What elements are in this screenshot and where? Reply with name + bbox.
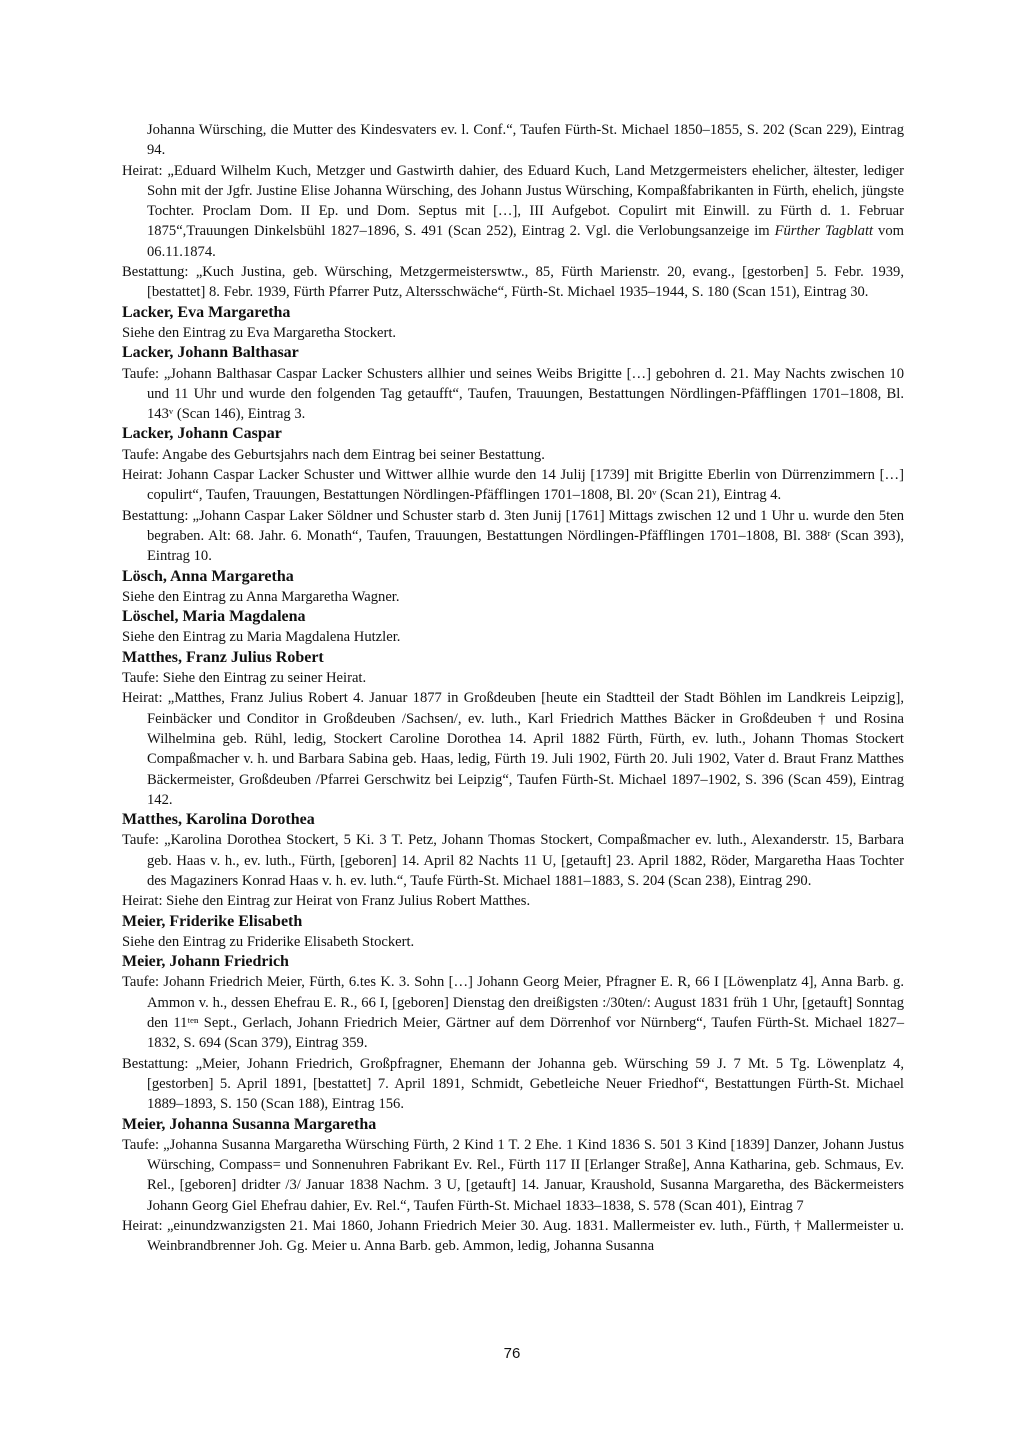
entry-line: Siehe den Eintrag zu Eva Margaretha Stockert. — [122, 324, 397, 341]
entry-heading: Meier, Friderike Elisabeth — [122, 912, 303, 930]
entry-heading: Matthes, Karolina Dorothea — [122, 811, 315, 829]
entry-heading: Lacker, Eva Margaretha — [122, 303, 291, 321]
entry-paragraph: Bestattung: „Meier, Johann Friedrich, Großpfragner, Ehemann der Johanna geb. Würsching 59 J. 7 Mt. 5 Tg. Löwenplatz 4, [gestorben] 5. April 1891, [bestattet] 7. April 1891, Schmidt, Gebetleiche Neuer Friedhof“, Bestattungen Fürth-St. Michael 1889–1893, S. 150 (Scan 188), Eintrag 156. — [122, 1055, 904, 1113]
entry-paragraph: Taufe: „Johann Balthasar Caspar Lacker Schusters allhier und seines Weibs Brigitte […] gebohren d. 21. May Nachts zwischen 10 und 11 Uhr und wurde den folgenden Tag getaufft“, Taufen, Trauungen, Bestattungen Nördlingen-Pfäfflingen 1701–1808, Bl. 143ᵛ (Scan 146), Eintrag 3. — [122, 365, 904, 423]
entry-heading: Löschel, Maria Magdalena — [122, 608, 306, 626]
entry-line: Siehe den Eintrag zu Anna Margaretha Wagner. — [122, 588, 400, 605]
entry-line: Heirat: Siehe den Eintrag zur Heirat von Franz Julius Robert Matthes. — [122, 893, 531, 910]
entry-paragraph: Taufe: „Johanna Susanna Margaretha Würsching Fürth, 2 Kind 1 T. 2 Ehe. 1 Kind 1836 S. 501 3 Kind [1839] Danzer, Johann Justus Würsching, Compass= und Sonnenuhren Fabrikant Ev. Rel., Fürth 117 II [Erlanger Straße], Anna Katharina, geb. Schmaus, Ev. Rel., [geboren] dridter /3/ Januar 1838 Nachm. 3 U, [getauft] 14. Januar, Kraushold, Susanna Margaretha, des Bäckermeisters Johann Georg Giel Ehefrau dahier, Ev. Rel.“, Taufen Fürth-St. Michael 1833–1838, S. 578 (Scan 401), Eintrag 7 — [122, 1136, 904, 1214]
entry-paragraph: Bestattung: „Johann Caspar Laker Söldner und Schuster starb d. 3ten Junij [1761] Mittags zwischen 12 und 1 Uhr u. wurde den 5ten begraben. Alt: 68. Jahr. 6. Monath“, Taufen, Trauungen, Bestattungen Nördlingen-Pfäfflingen 1701–1808, Bl. 388ʳ (Scan 393), Eintrag 10. — [122, 507, 904, 565]
heirat-text: Heirat: „Eduard Wilhelm Kuch, Metzger und Gastwirth dahier, des Eduard Kuch, Land Metzgermeisters ehelicher, ältester, lediger Sohn mit der Jgfr. Justine Elise Johanna Würsching, des Johann Justus Würsching, Kompaßfabrikanten in Fürth, ehelich, jüngste Tochter. Proclam Dom. II Ep. und Dom. Septus mit […], III Aufgebot. Copulirt mit Einwill. zu Fürth d. 1. Februar 1875“,Trauungen Dinkelsbühl 1827–1896, S. 491 (Scan 252), Eintrag 2. Vgl. die Verlobungsanzeige im — [122, 162, 904, 240]
entry-heading: Lacker, Johann Caspar — [122, 425, 282, 443]
entry-paragraph: Heirat: „Matthes, Franz Julius Robert 4. Januar 1877 in Großdeuben [heute ein Stadtteil der Stadt Böhlen im Landkreis Leipzig], Feinbäcker und Conditor in Großdeuben /Sachsen/, ev. luth., Karl Friedrich Matthes Bäcker in Großdeuben † und Rosina Wilhelmina geb. Rühl, ledig, Stockert Caroline Dorothea 14. April 1882 Fürth, Fürth, ev. luth., Johann Thomas Stockert Compaßmacher v. h. und Barbara Sabina geb. Haas, ledig, Fürth 19. Juli 1902, Fürth 20. Juli 1902, Vater d. Braut Franz Matthes Bäckermeister, Großdeuben /Pfarrei Gerschwitz bei Leipzig“, Taufen Fürth-St. Michael 1897–1902, S. 396 (Scan 459), Eintrag 142. — [122, 690, 904, 808]
entry-heading: Lösch, Anna Margaretha — [122, 567, 294, 585]
entry-paragraph: Heirat: Johann Caspar Lacker Schuster und Wittwer allhie wurde den 14 Julij [1739] mit Brigitte Eberlin von Dürrenzimmern […] copulirt“, Taufen, Trauungen, Bestattungen Nördlingen-Pfäfflingen 1701–1808, Bl. 20ᵛ (Scan 21), Eintrag 4. — [122, 467, 904, 504]
document-page — [122, 120, 904, 1257]
heirat-tail: vom 06.11.1874. — [147, 223, 904, 260]
entry-paragraph: Taufe: „Karolina Dorothea Stockert, 5 Ki. 3 T. Petz, Johann Thomas Stockert, Compaßmacher ev. luth., Alexanderstr. 15, Barbara geb. Haas v. h., ev. luth., Fürth, [geboren] 14. April 82 Nachts 11 U, [getauft] 23. April 1882, Röder, Margaretha Haas Tochter des Magaziners Konrad Haas v. h. ev. luth.“, Taufe Fürth-St. Michael 1881–1883, S. 204 (Scan 238), Eintrag 290. — [122, 832, 904, 889]
entry-line: Siehe den Eintrag zu Maria Magdalena Hutzler. — [122, 629, 401, 646]
newspaper-title: Fürther Tagblatt — [774, 223, 874, 240]
entry-heading: Meier, Johann Friedrich — [122, 953, 289, 971]
page-number: 76 — [503, 1345, 521, 1362]
paragraph-kuch-bestattung: Bestattung: „Kuch Justina, geb. Würsching, Metzgermeisterswtw., 85, Fürth Marienstr. 20, evang., [gestorben] 5. Febr. 1939, [bestattet] 8. Febr. 1939, Fürth Pfarrer Putz, Altersschwäche“, Fürth-St. Michael 1935–1944, S. 180 (Scan 151), Eintrag 30. — [122, 264, 904, 301]
entry-line: Taufe: Angabe des Geburtsjahrs nach dem Eintrag bei seiner Bestattung. — [122, 446, 545, 463]
entry-paragraph: Taufe: Johann Friedrich Meier, Fürth, 6.tes K. 3. Sohn […] Johann Georg Meier, Pfragner E. R, 66 I [Löwenplatz 4], Anna Barb. g. Ammon v. h., dessen Ehefrau E. R., 66 I, [geboren] Dienstag den dreißigsten :/30ten/: August 1831 früh 1 Uhr, [getauft] Sonntag den 11ᵗᵉⁿ Sept., Gerlach, Johann Friedrich Meier, Gärtner auf dem Dörrenhof vor Nürnberg“, Taufen Fürth-St. Michael 1827–1832, S. 694 (Scan 379), Eintrag 359. — [122, 974, 904, 1052]
entry-line: Taufe: Siehe den Eintrag zu seiner Heirat. — [122, 670, 367, 687]
entry-heading: Matthes, Franz Julius Robert — [122, 648, 324, 666]
paragraph-continuation: Johanna Würsching, die Mutter des Kindesvaters ev. l. Conf.“, Taufen Fürth-St. Michael 1850–1855, S. 202 (Scan 229), Eintrag 94. — [147, 122, 904, 159]
paragraph-kuch-heirat — [122, 161, 904, 262]
entry-heading: Meier, Johanna Susanna Margaretha — [122, 1115, 377, 1133]
entry-paragraph: Heirat: „einundzwanzigsten 21. Mai 1860, Johann Friedrich Meier 30. Aug. 1831. Mallermeister ev. luth., Fürth, † Mallermeister u. Weinbrandbrenner Joh. Gg. Meier u. Anna Barb. geb. Ammon, ledig, Johanna Susanna — [122, 1218, 904, 1255]
entry-heading: Lacker, Johann Balthasar — [122, 344, 299, 362]
entry-line: Siehe den Eintrag zu Friderike Elisabeth Stockert. — [122, 933, 415, 950]
